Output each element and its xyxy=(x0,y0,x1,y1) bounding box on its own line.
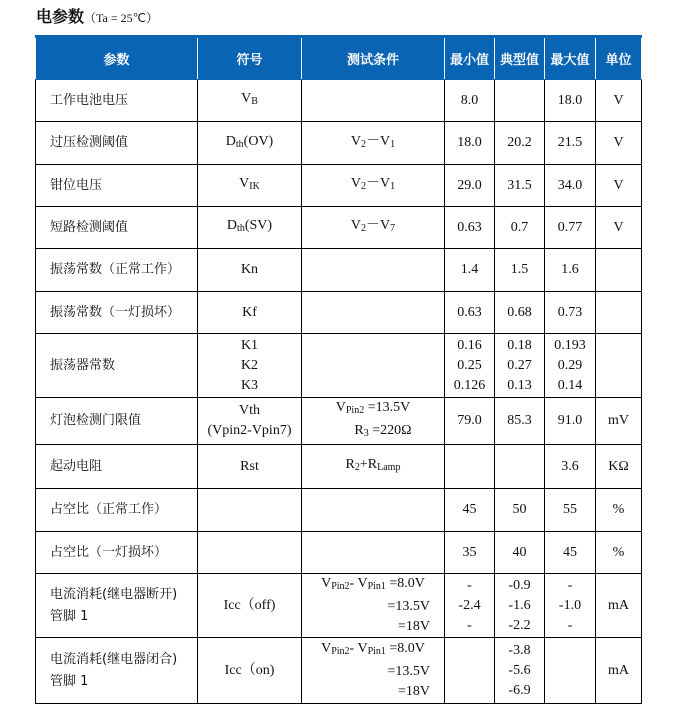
param-name: 电流消耗(继电器闭合) xyxy=(50,651,178,667)
typ-value: 20.2 xyxy=(507,135,532,150)
header-symbol: 符号 xyxy=(198,37,302,80)
typ-cell xyxy=(495,574,545,638)
unit-value: mA xyxy=(608,662,629,678)
min-cell xyxy=(445,445,495,489)
subscript: Pin2 xyxy=(331,646,350,657)
text: －V xyxy=(366,133,391,149)
typ-value: -6.9 xyxy=(508,682,531,698)
cell-line xyxy=(302,639,444,662)
subscript: 2 xyxy=(361,138,366,150)
subscript: 2 xyxy=(354,462,360,473)
max-value: 21.5 xyxy=(557,135,583,150)
param-cell xyxy=(36,249,198,292)
param-cell xyxy=(36,334,198,398)
subscript: B xyxy=(251,96,258,107)
max-cell xyxy=(545,489,596,532)
text: (OV) xyxy=(243,133,274,149)
max-cell xyxy=(545,122,596,165)
unit-cell xyxy=(596,207,642,249)
max-cell xyxy=(545,165,596,207)
min-cell xyxy=(445,334,495,398)
typ-cell xyxy=(495,334,545,398)
symbol-cell xyxy=(198,207,302,249)
text: V xyxy=(239,176,250,191)
subscript: Lamp xyxy=(377,462,401,473)
symbol-cell xyxy=(198,445,302,489)
min-cell xyxy=(445,292,495,334)
typ-value: -0.9 xyxy=(508,577,531,593)
typ-cell xyxy=(495,122,545,165)
unit-cell xyxy=(596,165,642,207)
header-typ: 典型值 xyxy=(495,37,545,80)
typ-value: 0.7 xyxy=(510,219,529,235)
cell-line xyxy=(198,174,301,197)
typ-value: 85.3 xyxy=(507,413,532,428)
param-cell xyxy=(36,574,198,638)
unit-cell xyxy=(596,292,642,334)
max-value: 18.0 xyxy=(557,92,583,108)
table-row xyxy=(36,165,642,207)
min-cell xyxy=(445,249,495,292)
param-name: 过压检测阈值 xyxy=(50,135,129,150)
symbol-cell xyxy=(198,292,302,334)
symbol-cell xyxy=(198,249,302,292)
cell-line xyxy=(302,174,444,197)
text: Vth xyxy=(239,403,260,418)
max-cell xyxy=(545,292,596,334)
max-value: 91.0 xyxy=(557,413,583,428)
text: R xyxy=(354,423,364,438)
param-name: 管脚 1 xyxy=(50,673,89,689)
max-cell xyxy=(545,80,596,122)
cell-line xyxy=(198,356,301,376)
text: Rst xyxy=(240,458,259,474)
text: =13.5V xyxy=(387,664,430,679)
subscript: Pin1 xyxy=(367,581,386,592)
text: V xyxy=(241,91,252,106)
max-cell xyxy=(545,532,596,574)
text: Kf xyxy=(242,304,257,320)
text: V xyxy=(350,133,361,149)
text: =13.5V xyxy=(387,599,430,614)
table-row xyxy=(36,532,642,574)
param-name: 占空比（正常工作） xyxy=(50,502,168,517)
param-name: 电流消耗(继电器断开) xyxy=(50,586,178,602)
typ-cell xyxy=(495,80,545,122)
title-text: 电参数 xyxy=(36,7,85,26)
typ-value: 0.27 xyxy=(507,357,532,373)
max-cell xyxy=(545,334,596,398)
param-cell xyxy=(36,532,198,574)
min-cell xyxy=(445,398,495,445)
text: (SV) xyxy=(244,218,273,233)
symbol-cell xyxy=(198,532,302,574)
param-name: 钳位电压 xyxy=(50,177,103,193)
cell-line xyxy=(302,132,444,155)
symbol-cell xyxy=(198,80,302,122)
min-value: 45 xyxy=(462,502,477,517)
text: V xyxy=(321,576,332,591)
typ-cell xyxy=(495,207,545,249)
unit-value: mV xyxy=(608,413,629,428)
text: R xyxy=(345,457,355,472)
param-name: 起动电阻 xyxy=(50,458,103,474)
text: Icc（on) xyxy=(224,662,275,678)
table-row xyxy=(36,80,642,122)
header-condition: 测试条件 xyxy=(302,37,445,80)
text: K1 xyxy=(240,337,259,353)
unit-value: V xyxy=(613,177,624,193)
typ-cell xyxy=(495,489,545,532)
title-condition: （Ta = 25℃） xyxy=(84,11,159,25)
subscript: 2 xyxy=(361,223,366,234)
max-value: -1.0 xyxy=(558,597,582,613)
max-cell xyxy=(545,445,596,489)
param-name: 占空比（一灯损坏） xyxy=(50,544,168,560)
text: V xyxy=(335,400,346,415)
unit-cell xyxy=(596,398,642,445)
text: (Vpin2-Vpin7) xyxy=(207,423,292,438)
unit-value: V xyxy=(613,135,624,150)
max-value: 0.77 xyxy=(557,219,583,235)
cell-line xyxy=(198,596,301,616)
unit-cell xyxy=(596,574,642,638)
table-row xyxy=(36,445,642,489)
param-cell xyxy=(36,398,198,445)
subscript: th xyxy=(235,138,244,150)
header-param: 参数 xyxy=(36,37,198,80)
condition-cell xyxy=(302,165,445,207)
subscript: 3 xyxy=(363,428,369,439)
max-cell xyxy=(545,249,596,292)
min-cell xyxy=(445,165,495,207)
condition-cell xyxy=(302,334,445,398)
min-value: -2.4 xyxy=(458,597,481,613)
cell-line xyxy=(302,617,444,637)
text: Kn xyxy=(240,262,259,277)
subscript: Pin2 xyxy=(345,405,365,416)
min-value: 35 xyxy=(462,544,477,560)
typ-value: 0.18 xyxy=(507,337,532,353)
unit-value: % xyxy=(612,502,625,517)
cell-line xyxy=(198,303,301,323)
condition-cell xyxy=(302,532,445,574)
unit-cell xyxy=(596,532,642,574)
cell-line xyxy=(198,132,301,155)
param-cell xyxy=(36,489,198,532)
typ-value: 0.13 xyxy=(507,377,532,393)
unit-cell xyxy=(596,489,642,532)
table-row xyxy=(36,292,642,334)
condition-cell xyxy=(302,249,445,292)
text: =18V xyxy=(397,619,430,634)
text: - V xyxy=(349,576,368,591)
max-cell xyxy=(545,398,596,445)
symbol-cell xyxy=(198,334,302,398)
min-value: 79.0 xyxy=(457,413,482,428)
typ-cell xyxy=(495,532,545,574)
text: V xyxy=(321,641,332,656)
cell-line xyxy=(302,574,444,597)
text: =18V xyxy=(397,684,430,699)
subscript: IK xyxy=(249,181,260,192)
cell-line xyxy=(198,89,301,112)
unit-value: V xyxy=(613,92,624,108)
cell-line xyxy=(302,597,444,617)
cell-line xyxy=(302,398,444,421)
table-row xyxy=(36,334,642,398)
typ-cell xyxy=(495,249,545,292)
typ-value: -2.2 xyxy=(508,617,531,633)
table-row xyxy=(36,122,642,165)
table-row xyxy=(36,207,642,249)
cell-line xyxy=(198,401,301,421)
param-name: 振荡器常数 xyxy=(50,357,116,373)
condition-cell xyxy=(302,638,445,704)
param-cell xyxy=(36,122,198,165)
header-min: 最小值 xyxy=(445,37,495,80)
param-name: 振荡常数（一灯损坏） xyxy=(50,304,181,320)
electrical-parameters-table xyxy=(35,35,642,704)
cell-line xyxy=(302,662,444,682)
text: V xyxy=(350,176,361,191)
cell-line xyxy=(302,216,444,239)
min-value: 0.63 xyxy=(457,219,482,235)
typ-cell xyxy=(495,165,545,207)
min-cell xyxy=(445,574,495,638)
min-value: 8.0 xyxy=(460,92,479,108)
condition-cell xyxy=(302,122,445,165)
condition-cell xyxy=(302,489,445,532)
cell-line xyxy=(198,336,301,356)
min-cell xyxy=(445,638,495,704)
unit-value: V xyxy=(613,219,624,235)
max-value: 34.0 xyxy=(557,177,583,193)
section-title xyxy=(36,4,158,27)
min-value: 0.126 xyxy=(453,377,486,393)
unit-cell xyxy=(596,334,642,398)
max-value: 1.6 xyxy=(561,262,579,277)
text: K3 xyxy=(240,377,259,393)
param-name: 短路检测阈值 xyxy=(50,219,129,235)
unit-cell xyxy=(596,445,642,489)
max-value: - xyxy=(567,617,573,633)
cell-line xyxy=(302,455,444,478)
param-cell xyxy=(36,292,198,334)
text: －V xyxy=(366,218,391,233)
condition-cell xyxy=(302,292,445,334)
cell-line xyxy=(302,421,444,444)
cell-line xyxy=(302,682,444,702)
param-name: 振荡常数（正常工作） xyxy=(50,262,181,277)
symbol-cell xyxy=(198,574,302,638)
subscript: 7 xyxy=(390,223,396,234)
symbol-cell xyxy=(198,122,302,165)
table-row xyxy=(36,398,642,445)
typ-value: 40 xyxy=(512,544,527,560)
min-value: 0.16 xyxy=(457,337,482,353)
text: +R xyxy=(359,457,378,472)
min-cell xyxy=(445,207,495,249)
subscript: 2 xyxy=(361,181,366,192)
min-value: 29.0 xyxy=(457,177,482,193)
min-value: 0.63 xyxy=(457,304,482,320)
text: =13.5V xyxy=(364,400,411,415)
table-row xyxy=(36,638,642,704)
text: K2 xyxy=(240,357,259,373)
text: =8.0V xyxy=(385,641,425,656)
unit-cell xyxy=(596,80,642,122)
symbol-cell xyxy=(198,165,302,207)
text: Icc（off) xyxy=(223,597,276,613)
typ-value: 0.68 xyxy=(507,304,532,320)
param-name: 管脚 1 xyxy=(50,608,89,624)
unit-value: % xyxy=(612,544,625,560)
max-value: 0.14 xyxy=(557,377,583,393)
header-max: 最大值 xyxy=(545,37,596,80)
text: =220Ω xyxy=(368,423,412,438)
min-cell xyxy=(445,80,495,122)
max-value: 0.73 xyxy=(557,304,583,320)
cell-line xyxy=(198,216,301,239)
typ-value: -5.6 xyxy=(508,662,531,678)
max-value: 0.193 xyxy=(554,337,586,353)
symbol-cell xyxy=(198,398,302,445)
condition-cell xyxy=(302,398,445,445)
min-value: 18.0 xyxy=(457,135,482,150)
table-row xyxy=(36,574,642,638)
header-row xyxy=(36,37,642,80)
cell-line xyxy=(198,421,301,441)
max-cell xyxy=(545,574,596,638)
subscript: Pin2 xyxy=(331,581,350,592)
table-row xyxy=(36,489,642,532)
param-cell xyxy=(36,207,198,249)
unit-cell xyxy=(596,122,642,165)
cell-line xyxy=(198,260,301,280)
text: - V xyxy=(349,641,368,656)
min-cell xyxy=(445,122,495,165)
condition-cell xyxy=(302,207,445,249)
cell-line xyxy=(198,457,301,477)
subscript: 1 xyxy=(390,138,396,150)
max-cell xyxy=(545,207,596,249)
unit-value: mA xyxy=(608,597,629,613)
min-cell xyxy=(445,489,495,532)
text: D xyxy=(226,218,238,233)
typ-cell xyxy=(495,398,545,445)
param-cell xyxy=(36,638,198,704)
text: －V xyxy=(366,176,391,191)
min-value: 1.4 xyxy=(460,262,479,277)
condition-cell xyxy=(302,445,445,489)
typ-value: 1.5 xyxy=(510,262,529,277)
max-value: 55 xyxy=(563,502,577,517)
text: =8.0V xyxy=(385,576,425,591)
min-value: - xyxy=(467,577,472,593)
param-name: 工作电池电压 xyxy=(50,92,129,108)
max-value: 3.6 xyxy=(561,458,579,474)
unit-value: KΩ xyxy=(608,458,629,474)
param-cell xyxy=(36,165,198,207)
param-name: 灯泡检测门限值 xyxy=(50,413,142,428)
unit-cell xyxy=(596,638,642,704)
table-row xyxy=(36,249,642,292)
subscript: 1 xyxy=(390,181,396,192)
typ-cell xyxy=(495,638,545,704)
condition-cell xyxy=(302,80,445,122)
symbol-cell xyxy=(198,489,302,532)
cell-line xyxy=(198,661,301,681)
min-value: 0.25 xyxy=(457,357,482,373)
typ-value: -3.8 xyxy=(508,642,531,658)
typ-value: 31.5 xyxy=(507,177,532,193)
max-cell xyxy=(545,638,596,704)
param-cell xyxy=(36,445,198,489)
text: D xyxy=(225,133,236,149)
subscript: th xyxy=(237,223,245,234)
subscript: Pin1 xyxy=(367,646,386,657)
text: V xyxy=(350,218,361,233)
symbol-cell xyxy=(198,638,302,704)
min-cell xyxy=(445,532,495,574)
unit-cell xyxy=(596,249,642,292)
typ-cell xyxy=(495,292,545,334)
typ-cell xyxy=(495,445,545,489)
condition-cell xyxy=(302,574,445,638)
typ-value: 50 xyxy=(512,502,527,517)
cell-line xyxy=(198,376,301,396)
param-cell xyxy=(36,80,198,122)
max-value: - xyxy=(567,577,573,593)
typ-value: -1.6 xyxy=(508,597,531,613)
header-unit: 单位 xyxy=(596,37,642,80)
min-value: - xyxy=(467,617,472,633)
max-value: 0.29 xyxy=(557,357,583,373)
max-value: 45 xyxy=(563,544,577,560)
